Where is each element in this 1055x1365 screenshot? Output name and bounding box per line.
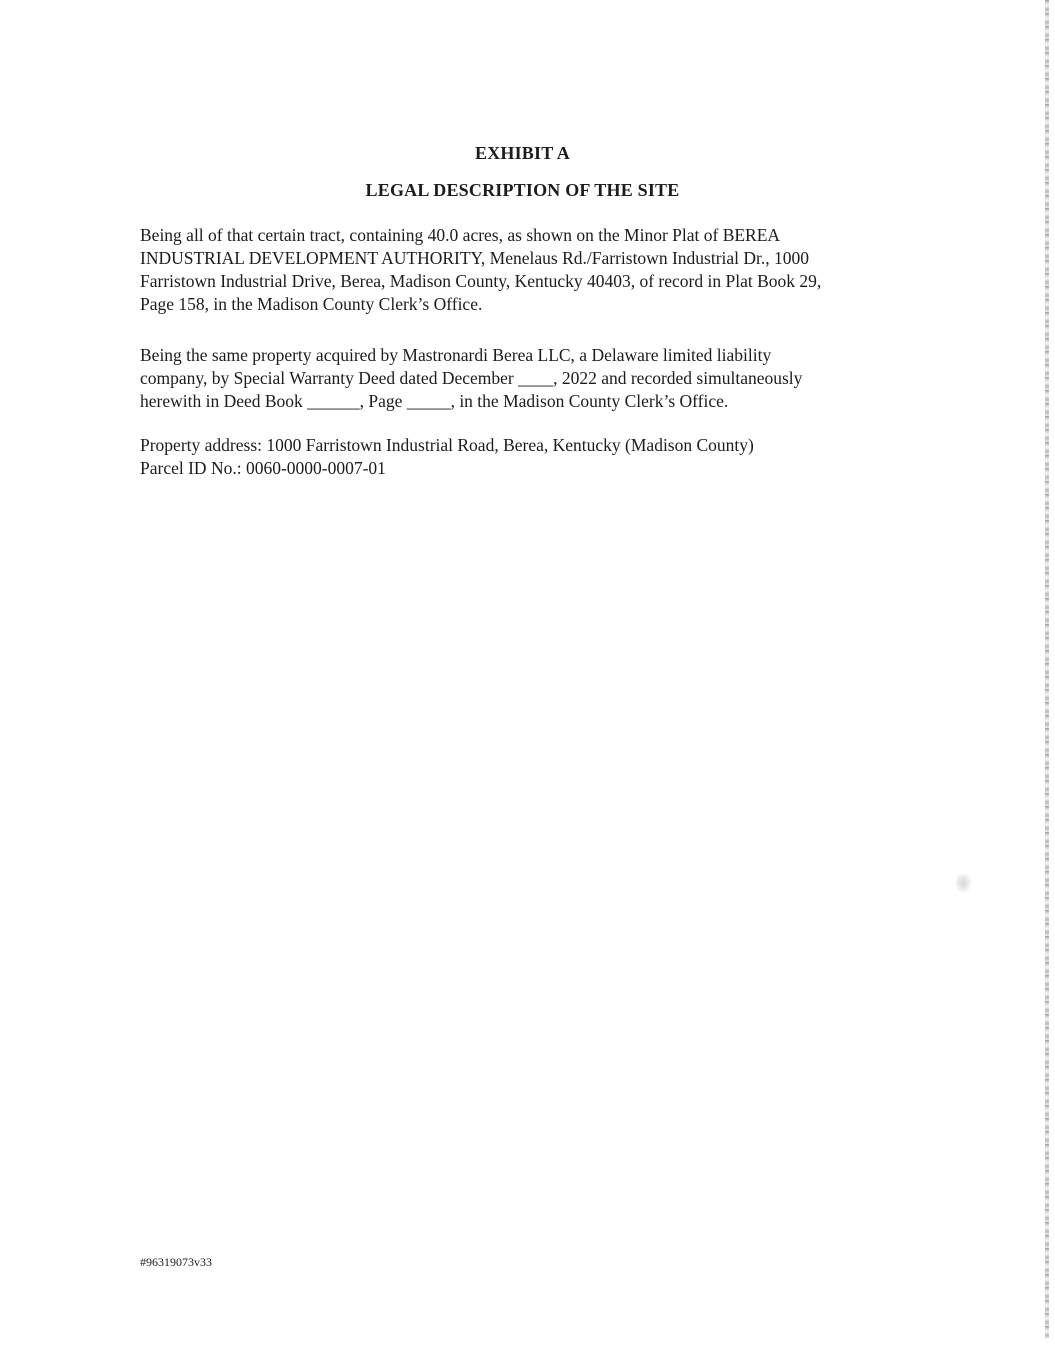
text-line: Parcel ID No.: 0060-0000-0007-01 [140, 458, 386, 478]
document-id-footer: #96319073v33 [140, 1255, 212, 1269]
document-subtitle: LEGAL DESCRIPTION OF THE SITE [365, 180, 680, 200]
paragraph-legal-description [140, 224, 821, 316]
paragraph-acquisition [140, 344, 802, 413]
scan-smudge-artifact [956, 874, 972, 894]
paragraph-property-address [140, 434, 754, 480]
document-title: EXHIBIT A [474, 143, 570, 163]
text-line: Being all of that certain tract, containing 40.0 acres, as shown on the Minor Plat of BEREA [140, 225, 781, 245]
text-line: INDUSTRIAL DEVELOPMENT AUTHORITY, Menelaus Rd./Farristown Industrial Dr., 1000 [140, 248, 810, 268]
text-line: Page 158, in the Madison County Clerk’s Office. [140, 294, 483, 314]
text-line: Property address: 1000 Farristown Industrial Road, Berea, Kentucky (Madison County) [140, 435, 754, 455]
text-line: herewith in Deed Book ______, Page _____, in the Madison County Clerk’s Office. [140, 391, 729, 411]
scan-edge-artifact [1045, 0, 1049, 1338]
text-line: Being the same property acquired by Mastronardi Berea LLC, a Delaware limited liability [140, 345, 772, 365]
text-line: Farristown Industrial Drive, Berea, Madison County, Kentucky 40403, of record in Plat Book 29, [140, 271, 822, 291]
text-line: company, by Special Warranty Deed dated December ____, 2022 and recorded simultaneously [140, 368, 803, 388]
